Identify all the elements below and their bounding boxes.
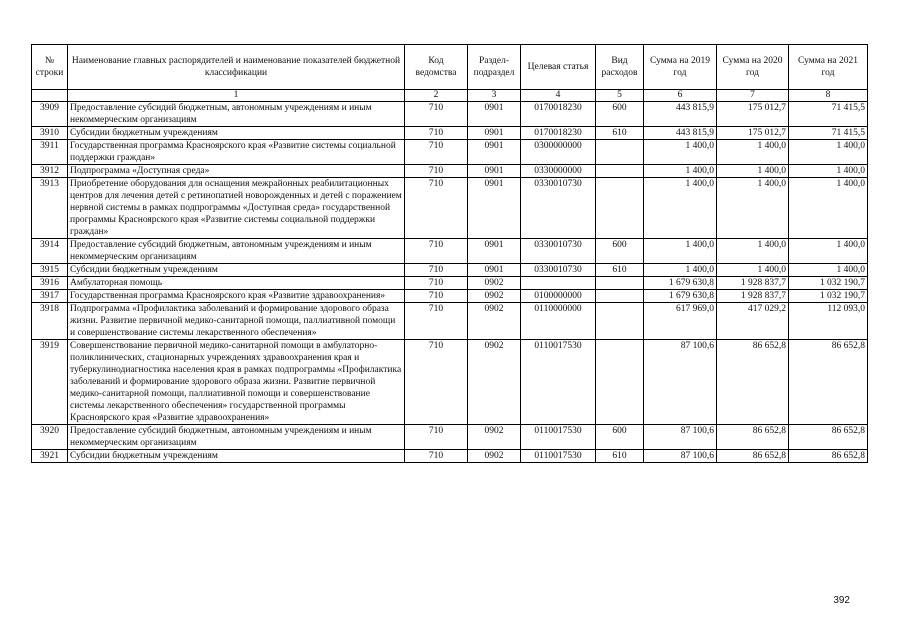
expense-type-cell [596,178,644,239]
dept-code-cell: 710 [405,239,468,264]
table-row [32,290,868,303]
section-code-cell: 0901 [468,102,521,127]
item-name-cell: Субсидии бюджетным учреждениям [68,127,405,140]
dept-code-cell: 710 [405,140,468,165]
item-name-cell: Подпрограмма «Доступная среда» [68,165,405,178]
sum-2021-cell: 1 400,0 [789,165,868,178]
target-code-cell: 0330010730 [521,178,596,239]
header-target: Целевая статья [521,45,596,90]
table-row [32,277,868,290]
item-name-cell: Подпрограмма «Профилактика заболеваний и формирование здорового образа жизни. Развитие первичной медико-санитарной помощи, паллиативной помощи и совершенствование системы лекарственного обеспечения» [68,303,405,340]
sum-2020-cell: 1 400,0 [717,165,789,178]
dept-code-cell: 710 [405,290,468,303]
sum-2020-cell: 1 928 837,7 [717,277,789,290]
target-code-cell: 0300000000 [521,140,596,165]
sum-2020-cell: 417 029,2 [717,303,789,340]
item-name-cell: Амбулаторная помощь [68,277,405,290]
sum-2019-cell: 617 969,0 [644,303,717,340]
column-number: 6 [644,90,717,102]
sum-2020-cell: 1 400,0 [717,140,789,165]
row-number-cell: 3911 [32,140,68,165]
dept-code-cell: 710 [405,264,468,277]
sum-2019-cell: 1 400,0 [644,140,717,165]
item-name-cell: Приобретение оборудования для оснащения межрайонных реабилитационных центров для лечения детей с ретинопатией новорожденных и детей с поражением нервной системы в рамках подпрограммы «Доступная среда» государственной программы Красноярского края «Развитие системы социальной поддержки граждан» [68,178,405,239]
target-code-cell: 0330000000 [521,165,596,178]
item-name-cell: Предоставление субсидий бюджетным, автономным учреждениям и иным некоммерческим организациям [68,239,405,264]
expense-type-cell: 610 [596,264,644,277]
table-row [32,178,868,239]
section-code-cell: 0901 [468,140,521,165]
expense-type-cell [596,277,644,290]
item-name-cell: Субсидии бюджетным учреждениям [68,264,405,277]
budget-table [31,44,868,463]
item-name-cell: Субсидии бюджетным учреждениям [68,450,405,463]
item-name-cell: Предоставление субсидий бюджетным, автономным учреждениям и иным некоммерческим организациям [68,102,405,127]
table-row [32,165,868,178]
expense-type-cell: 600 [596,425,644,450]
row-number-cell: 3912 [32,165,68,178]
sum-2021-cell: 71 415,5 [789,127,868,140]
sum-2020-cell: 1 400,0 [717,239,789,264]
section-code-cell: 0901 [468,239,521,264]
column-number: 7 [717,90,789,102]
sum-2020-cell: 175 012,7 [717,102,789,127]
header-row-no: № строки [32,45,68,90]
table-row [32,303,868,340]
dept-code-cell: 710 [405,450,468,463]
column-number: 4 [521,90,596,102]
section-code-cell: 0902 [468,450,521,463]
section-code-cell: 0902 [468,290,521,303]
header-row [32,45,868,90]
column-number-row [32,90,868,102]
sum-2020-cell: 86 652,8 [717,425,789,450]
dept-code-cell: 710 [405,277,468,290]
table-row [32,140,868,165]
page-number: 392 [833,595,850,606]
dept-code-cell: 710 [405,102,468,127]
column-number: 5 [596,90,644,102]
sum-2021-cell: 86 652,8 [789,450,868,463]
target-code-cell: 0110017530 [521,340,596,425]
sum-2019-cell: 87 100,6 [644,450,717,463]
dept-code-cell: 710 [405,165,468,178]
header-dept: Код ведомства [405,45,468,90]
expense-type-cell [596,165,644,178]
sum-2019-cell: 1 400,0 [644,178,717,239]
target-code-cell: 0110017530 [521,425,596,450]
dept-code-cell: 710 [405,303,468,340]
expense-type-cell: 600 [596,102,644,127]
sum-2019-cell: 87 100,6 [644,340,717,425]
row-number-cell: 3918 [32,303,68,340]
row-number-cell: 3914 [32,239,68,264]
expense-type-cell [596,140,644,165]
dept-code-cell: 710 [405,340,468,425]
sum-2019-cell: 1 679 630,8 [644,277,717,290]
sum-2021-cell: 112 093,0 [789,303,868,340]
sum-2019-cell: 87 100,6 [644,425,717,450]
row-number-cell: 3917 [32,290,68,303]
sum-2019-cell: 443 815,9 [644,127,717,140]
expense-type-cell [596,290,644,303]
target-code-cell: 0110017530 [521,450,596,463]
header-section: Раздел-подраздел [468,45,521,90]
table-row [32,239,868,264]
sum-2021-cell: 1 400,0 [789,178,868,239]
column-number: 1 [68,90,405,102]
row-number-cell: 3921 [32,450,68,463]
header-exp-type: Вид расходов [596,45,644,90]
dept-code-cell: 710 [405,425,468,450]
dept-code-cell: 710 [405,178,468,239]
sum-2020-cell: 1 400,0 [717,178,789,239]
sum-2019-cell: 1 679 630,8 [644,290,717,303]
row-number-cell: 3910 [32,127,68,140]
section-code-cell: 0901 [468,264,521,277]
target-code-cell: 0110000000 [521,303,596,340]
expense-type-cell: 610 [596,127,644,140]
sum-2020-cell: 86 652,8 [717,340,789,425]
header-sum-2019: Сумма на 2019 год [644,45,717,90]
sum-2019-cell: 443 815,9 [644,102,717,127]
sum-2021-cell: 1 400,0 [789,239,868,264]
section-code-cell: 0901 [468,178,521,239]
expense-type-cell: 600 [596,239,644,264]
row-number-cell: 3913 [32,178,68,239]
expense-type-cell [596,303,644,340]
sum-2021-cell: 1 400,0 [789,264,868,277]
row-number-cell: 3919 [32,340,68,425]
header-name: Наименование главных распорядителей и наименование показателей бюджетной классификации [68,45,405,90]
target-code-cell: 0330010730 [521,239,596,264]
row-number-cell: 3915 [32,264,68,277]
section-code-cell: 0902 [468,277,521,290]
column-number: 2 [405,90,468,102]
section-code-cell: 0902 [468,340,521,425]
column-number: 8 [789,90,868,102]
table-row [32,425,868,450]
table-row [32,264,868,277]
section-code-cell: 0902 [468,425,521,450]
target-code-cell: 0330010730 [521,264,596,277]
expense-type-cell [596,340,644,425]
column-number [32,90,68,102]
sum-2019-cell: 1 400,0 [644,239,717,264]
column-number: 3 [468,90,521,102]
target-code-cell: 0170018230 [521,102,596,127]
sum-2019-cell: 1 400,0 [644,165,717,178]
dept-code-cell: 710 [405,127,468,140]
expense-type-cell: 610 [596,450,644,463]
sum-2021-cell: 1 032 190,7 [789,277,868,290]
sum-2021-cell: 71 415,5 [789,102,868,127]
sum-2021-cell: 1 400,0 [789,140,868,165]
item-name-cell: Предоставление субсидий бюджетным, автономным учреждениям и иным некоммерческим организациям [68,425,405,450]
header-sum-2021: Сумма на 2021 год [789,45,868,90]
sum-2020-cell: 1 928 837,7 [717,290,789,303]
table-row [32,450,868,463]
target-code-cell: 0100000000 [521,290,596,303]
table-body [32,102,868,463]
sum-2021-cell: 1 032 190,7 [789,290,868,303]
sum-2020-cell: 1 400,0 [717,264,789,277]
target-code-cell: 0170018230 [521,127,596,140]
table-row [32,127,868,140]
row-number-cell: 3916 [32,277,68,290]
header-sum-2020: Сумма на 2020 год [717,45,789,90]
target-code-cell [521,277,596,290]
section-code-cell: 0901 [468,127,521,140]
row-number-cell: 3920 [32,425,68,450]
sum-2019-cell: 1 400,0 [644,264,717,277]
sum-2021-cell: 86 652,8 [789,340,868,425]
table-row [32,340,868,425]
row-number-cell: 3909 [32,102,68,127]
sum-2021-cell: 86 652,8 [789,425,868,450]
section-code-cell: 0902 [468,303,521,340]
table-row [32,102,868,127]
item-name-cell: Совершенствование первичной медико-санитарной помощи в амбулаторно-поликлинических, стационарных учреждениях здравоохранения края и туберкулинодиагностика населения края в рамках подпрограммы «Профилактика заболеваний и формирование здорового образа жизни. Развитие первичной медико-санитарной помощи, паллиативной помощи и совершенствование системы лекарственного обеспечения» государственной программы Красноярского края «Развитие здравоохранения» [68,340,405,425]
sum-2020-cell: 86 652,8 [717,450,789,463]
item-name-cell: Государственная программа Красноярского края «Развитие системы социальной поддержки граждан» [68,140,405,165]
item-name-cell: Государственная программа Красноярского края «Развитие здравоохранения» [68,290,405,303]
sum-2020-cell: 175 012,7 [717,127,789,140]
section-code-cell: 0901 [468,165,521,178]
